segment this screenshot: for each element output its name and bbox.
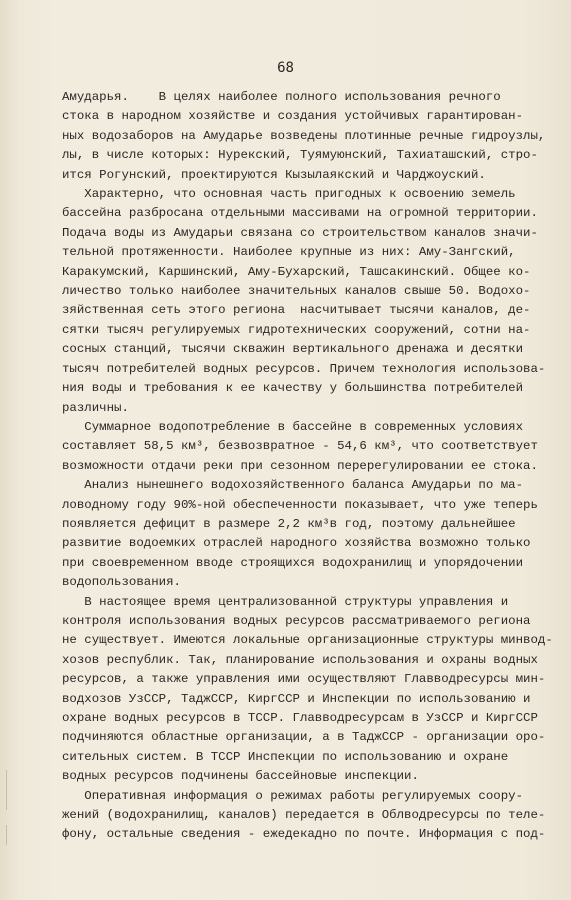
page-text xyxy=(62,88,553,845)
text-line: тысяч потребителей водных ресурсов. Причем технология использова- xyxy=(62,361,546,376)
text-line: Суммарное водопотребление в бассейне в современных условиях xyxy=(62,419,524,434)
margin-mark xyxy=(6,825,7,845)
text-line: зяйственная сеть этого региона насчитывает тысячи каналов, де- xyxy=(62,303,531,318)
text-line: Амударья. В целях наиболее полного использования речного xyxy=(62,90,501,104)
text-line: лы, в числе которых: Нурекский, Туямуюнский, Тахиаташский, стро- xyxy=(62,148,538,163)
text-line: ния воды и требования к ее качеству у большинства потребителей xyxy=(62,381,524,396)
margin-mark xyxy=(6,770,7,810)
text-line: жений (водохранилищ, каналов) передается в Облводресурсы по теле- xyxy=(62,808,546,823)
text-line: Оперативная информация о режимах работы регулируемых соору- xyxy=(62,788,524,803)
text-line: сятки тысяч регулируемых гидротехнических сооружений, сотни на- xyxy=(62,322,531,337)
text-line: водхозов УзССР, ТаджССР, КиргССР и Инспекции по использованию и xyxy=(62,691,531,706)
text-line: ных водозаборов на Амударье возведены плотинные речные гидроузлы, xyxy=(62,128,546,143)
text-line: фону, остальные сведения - ежедекадно по почте. Информация с под- xyxy=(62,827,546,842)
text-line: Характерно, что основная часть пригодных к освоению земель xyxy=(62,187,516,202)
text-line: тельной протяженности. Наиболее крупные из них: Аму-Зангский, xyxy=(62,245,516,260)
text-line: сительных систем. В ТССР Инспекции по использованию и охране xyxy=(62,749,509,764)
page-number: 68 xyxy=(277,60,294,76)
text-line: охране водных ресурсов в ТССР. Главводресурсам в УзССР и КиргССР xyxy=(62,711,538,725)
text-line: сосных станций, тысячи скважин вертикального дренажа и десятки xyxy=(62,342,524,357)
text-line: водопользования. xyxy=(62,575,181,590)
text-line: В настоящее время централизованной структуры управления и xyxy=(62,594,509,609)
text-line: ится Рогунский, проектируются Кызылаякский и Чарджоуский. xyxy=(62,167,486,182)
text-line: стока в народном хозяйстве и создания устойчивых гарантирован- xyxy=(62,109,524,124)
text-line: личество только наиболее значительных каналов свыше 50. Водохо- xyxy=(62,284,531,299)
text-line: контроля использования водных ресурсов рассматриваемого региона xyxy=(62,613,531,628)
text-line: при своевременном вводе строящихся водохранилищ и упорядочении xyxy=(62,555,524,570)
text-line: не существует. Имеются локальные организационные структуры минвод- xyxy=(62,633,553,648)
text-line: развитие водоемких отраслей народного хозяйства возможно только xyxy=(62,536,531,551)
text-line: возможности отдачи реки при сезонном перерегулировании ее стока. xyxy=(62,458,538,473)
text-line: бассейна разбросана отдельными массивами на огромной территории. xyxy=(62,206,538,221)
text-line: ресурсов, а также управления ими осуществляют Главводресурсы мин- xyxy=(62,672,546,687)
text-line: Каракумский, Каршинский, Аму-Бухарский, Ташсакинский. Общее ко- xyxy=(62,264,531,279)
text-line: Анализ нынешнего водохозяйственного баланса Амударьи по ма- xyxy=(62,478,524,493)
text-line: водных ресурсов подчинены бассейновые инспекции. xyxy=(62,769,419,784)
text-line: ловодному году 90%-ной обеспеченности показывает, что уже теперь xyxy=(62,497,538,512)
text-line: появляется дефицит в размере 2,2 км³в год, поэтому дальнейшее xyxy=(62,516,516,531)
text-line: Подача воды из Амударьи связана со строительством каналов значи- xyxy=(62,225,538,240)
text-line: подчиняются областные организации, а в ТаджССР - организации оро- xyxy=(62,730,546,745)
text-line: составляет 58,5 км³, безвозвратное - 54,6 км³, что соответствует xyxy=(62,439,538,454)
text-line: различны. xyxy=(62,400,129,415)
text-line: хозов республик. Так, планирование использования и охраны водных xyxy=(62,652,538,667)
